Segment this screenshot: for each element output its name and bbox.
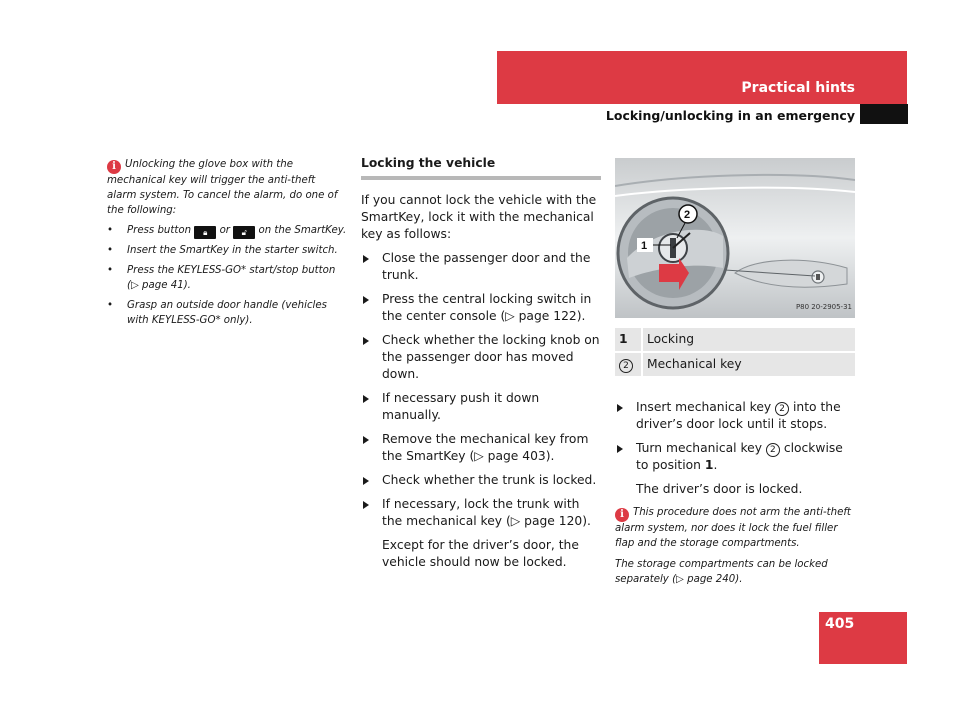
header-black-tab (860, 104, 908, 124)
step-item: If necessary, lock the trunk with the mechanical key (▷ page 120). (361, 496, 601, 530)
door-handle-illustration (615, 158, 855, 318)
right-info-note (615, 506, 856, 587)
section-heading: Locking the vehicle (361, 156, 496, 170)
info-icon: i (615, 508, 629, 522)
alarm-cancel-list (107, 224, 347, 328)
intro-paragraph: If you cannot lock the vehicle with the SmartKey, lock it with the mechanical key as follows: (361, 193, 597, 241)
key-ref-circle: 2 (775, 402, 789, 416)
step-item: Check whether the locking knob on the passenger door has moved down. (361, 332, 601, 383)
figure-code: P80 20-2905-31 (795, 303, 852, 311)
door-lock-figure (615, 158, 855, 318)
legend-number-cell (615, 352, 642, 377)
position-number: 1 (704, 458, 714, 472)
table-row (615, 352, 855, 377)
locking-vehicle-section (361, 155, 601, 578)
heading-rule (361, 176, 601, 180)
legend-text: Locking (642, 328, 855, 352)
section-title: Practical hints (741, 80, 855, 96)
list-item: • Press button 🔒︎ or 🔓︎ on the SmartKey. (107, 224, 347, 239)
list-item: • Insert the SmartKey in the starter switch. (107, 244, 347, 259)
step-item: Press the central locking switch in the center console (▷ page 122). (361, 291, 601, 325)
note-intro: i Unlocking the glove box with the mechanical key will trigger the anti-theft alarm system. To cancel the alarm, do one of the following: (107, 159, 338, 216)
result-text: The driver’s door is locked. (636, 482, 803, 496)
legend-number: 1 (615, 328, 642, 352)
list-item: • Grasp an outside door handle (vehicles with KEYLESS-GO* only). (107, 299, 347, 329)
note-paragraph: The storage compartments can be locked separately (▷ page 240). (615, 559, 828, 585)
lock-button-icon: 🔒︎ (194, 226, 216, 239)
step-item: Close the passenger door and the trunk. (361, 250, 601, 284)
figure-label-1: 1 (641, 240, 648, 252)
legend-number: 2 (619, 359, 633, 373)
page-number: 405 (825, 616, 855, 632)
step-item: If necessary push it down manually. (361, 390, 601, 424)
header-red-bar (497, 51, 907, 104)
step-item: Insert mechanical key 2 into the driver’s door lock until it stops. (615, 399, 856, 433)
left-info-note (107, 158, 347, 333)
list-item: • Press the KEYLESS-GO* start/stop button (▷ page 41). (107, 264, 347, 294)
figure-legend-table (615, 328, 855, 378)
step-item: Remove the mechanical key from the SmartKey (▷ page 403). (361, 431, 601, 465)
closing-paragraph: Except for the driver’s door, the vehicle should now be locked. (382, 538, 579, 569)
key-ref-circle: 2 (766, 443, 780, 457)
table-row (615, 328, 855, 352)
step-item: Turn mechanical key 2 clockwise to position 1. (615, 440, 856, 474)
right-column (615, 158, 856, 594)
section-subtitle: Locking/unlocking in an emergency (605, 108, 855, 123)
page-number-box (819, 612, 907, 664)
driver-door-steps (615, 399, 856, 498)
legend-text: Mechanical key (642, 352, 855, 377)
note-paragraph: i This procedure does not arm the anti-theft alarm system, nor does it lock the fuel filler flap and the storage compartments. (615, 507, 851, 549)
figure-label-2: 2 (684, 209, 691, 221)
step-item: Check whether the trunk is locked. (361, 472, 601, 489)
unlock-button-icon: 🔓︎ (233, 226, 255, 239)
info-icon: i (107, 160, 121, 174)
